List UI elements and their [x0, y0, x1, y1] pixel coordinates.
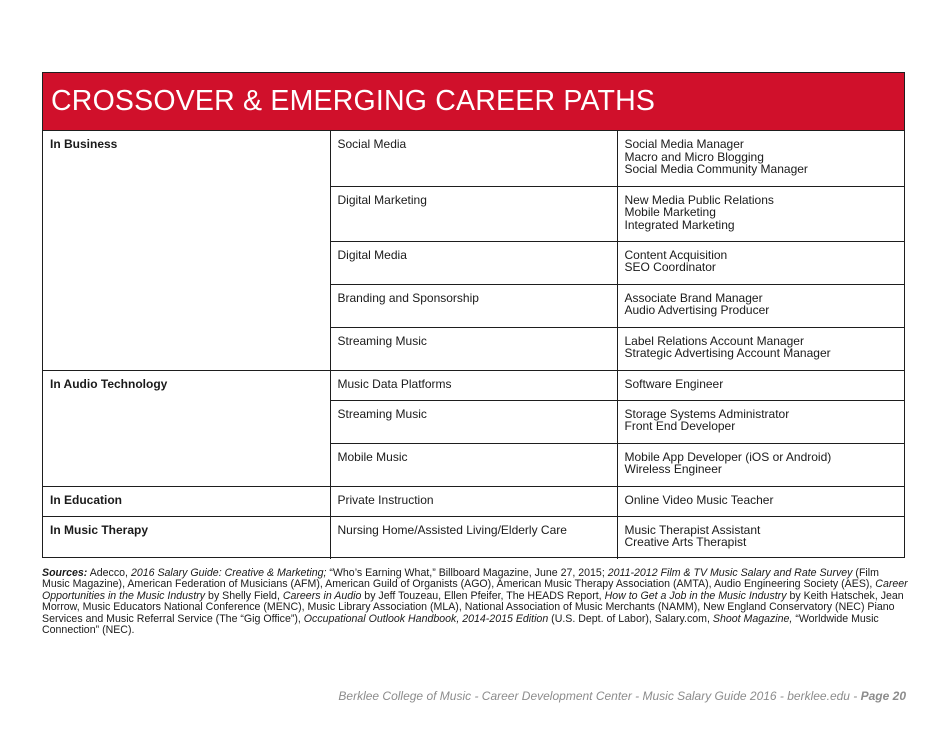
sources-segment: 2011-2012 Film & TV Music Salary and Rate Survey [607, 567, 853, 579]
area-cell: Music Data Platforms [330, 370, 617, 400]
career-title: Integrated Marketing [624, 217, 735, 232]
page-title: CROSSOVER & EMERGING CAREER PATHS [51, 85, 656, 117]
career-title: Label Relations Account Manager [624, 333, 804, 348]
sources-segment: Adecco, [87, 567, 131, 579]
sources-segment: 2016 Salary Guide: Creative & Marketing; [130, 567, 327, 579]
career-title: Mobile Marketing [624, 205, 716, 219]
career-paths-table-frame [42, 72, 905, 558]
careers-cell [617, 400, 904, 443]
career-paths-table [43, 131, 904, 559]
area-cell: Branding and Sponsorship [330, 284, 617, 327]
area-cell: Digital Media [330, 241, 617, 284]
career-title: Mobile App Developer (iOS or Android) [624, 449, 832, 464]
careers-cell [617, 284, 904, 327]
careers-cell [617, 241, 904, 284]
careers-cell [617, 186, 904, 241]
sources-segment: Occupational Outlook Handbook, 2014-2015 Edition [303, 612, 549, 625]
career-title: Audio Advertising Producer [624, 303, 770, 317]
career-title: Front End Developer [624, 419, 736, 433]
sources-segment: by Shelly Field, [205, 589, 283, 602]
career-title: Creative Arts Therapist [624, 535, 747, 549]
table-row [43, 516, 904, 559]
sources-segment: “Worldwide Music Connection” (NEC). [42, 612, 879, 637]
area-cell: Streaming Music [330, 327, 617, 370]
page-number: Page 20 [860, 689, 906, 703]
table-row [43, 370, 904, 400]
career-title: Software Engineer [624, 376, 724, 391]
career-title: Social Media Community Manager [624, 162, 808, 176]
area-cell: Social Media [330, 131, 617, 186]
careers-cell [617, 516, 904, 559]
area-cell: Mobile Music [330, 443, 617, 486]
careers-cell [617, 443, 904, 486]
page-title-banner [43, 73, 904, 131]
area-cell: Streaming Music [330, 400, 617, 443]
career-title: Online Video Music Teacher [624, 492, 774, 507]
career-title: Storage Systems Administrator [624, 406, 790, 421]
career-title: Social Media Manager [624, 137, 744, 151]
table-row [43, 131, 904, 186]
career-paths-table-body [43, 131, 904, 559]
category-cell: In Education [43, 486, 330, 516]
sources-segment: How to Get a Job in the Music Industry [604, 589, 787, 602]
career-title: Strategic Advertising Account Manager [624, 346, 831, 360]
category-cell: In Business [43, 131, 330, 370]
sources-segment: (Film Music Magazine), American Federation of Musicians (AFM), American Guild of Organists (AGO), American Music Therapy Association (AMTA), Audio Engineering Society (AES), [42, 567, 879, 591]
sources-label: Sources: [42, 567, 88, 579]
sources-segment: Career Opportunities in the Music Industry [42, 578, 908, 602]
sources-text [42, 567, 908, 636]
sources-segment: Shoot Magazine, [712, 612, 793, 625]
category-cell: In Music Therapy [43, 516, 330, 559]
sources-segment: Careers in Audio [282, 589, 362, 602]
careers-cell [617, 486, 904, 516]
careers-cell [617, 327, 904, 370]
category-cell: In Audio Technology [43, 370, 330, 486]
career-title: New Media Public Relations [624, 192, 774, 207]
area-cell: Private Instruction [330, 486, 617, 516]
career-title: SEO Coordinator [624, 260, 716, 274]
page-footer [338, 689, 906, 703]
sources-segment: by Jeff Touzeau, Ellen Pfeifer, The HEADS Report, [361, 589, 605, 602]
sources-segment: (U.S. Dept. of Labor), Salary.com, [548, 612, 713, 625]
careers-cell [617, 370, 904, 400]
career-title: Associate Brand Manager [624, 290, 763, 305]
area-cell: Digital Marketing [330, 186, 617, 241]
sources-note [42, 568, 908, 636]
career-title: Music Therapist Assistant [624, 522, 761, 537]
table-row [43, 486, 904, 516]
sources-segment: “Who’s Earning What,” Billboard Magazine, June 27, 2015; [326, 567, 608, 579]
sources-segment: by Keith Hatschek, Jean Morrow, Music Educators National Conference (MENC), Music Library Association (MLA), National Association of Music Merchants (NAMM), New England Conservatory (NEC) Piano Services and Music Referral Service (The “Gig Office”), [42, 589, 904, 625]
careers-cell [617, 131, 904, 186]
career-title: Content Acquisition [624, 247, 728, 262]
career-title: Macro and Micro Blogging [624, 149, 764, 164]
area-cell: Nursing Home/Assisted Living/Elderly Care [330, 516, 617, 559]
career-title: Wireless Engineer [624, 462, 722, 476]
footer-text: Berklee College of Music - Career Development Center - Music Salary Guide 2016 - berklee.edu - [338, 689, 861, 703]
